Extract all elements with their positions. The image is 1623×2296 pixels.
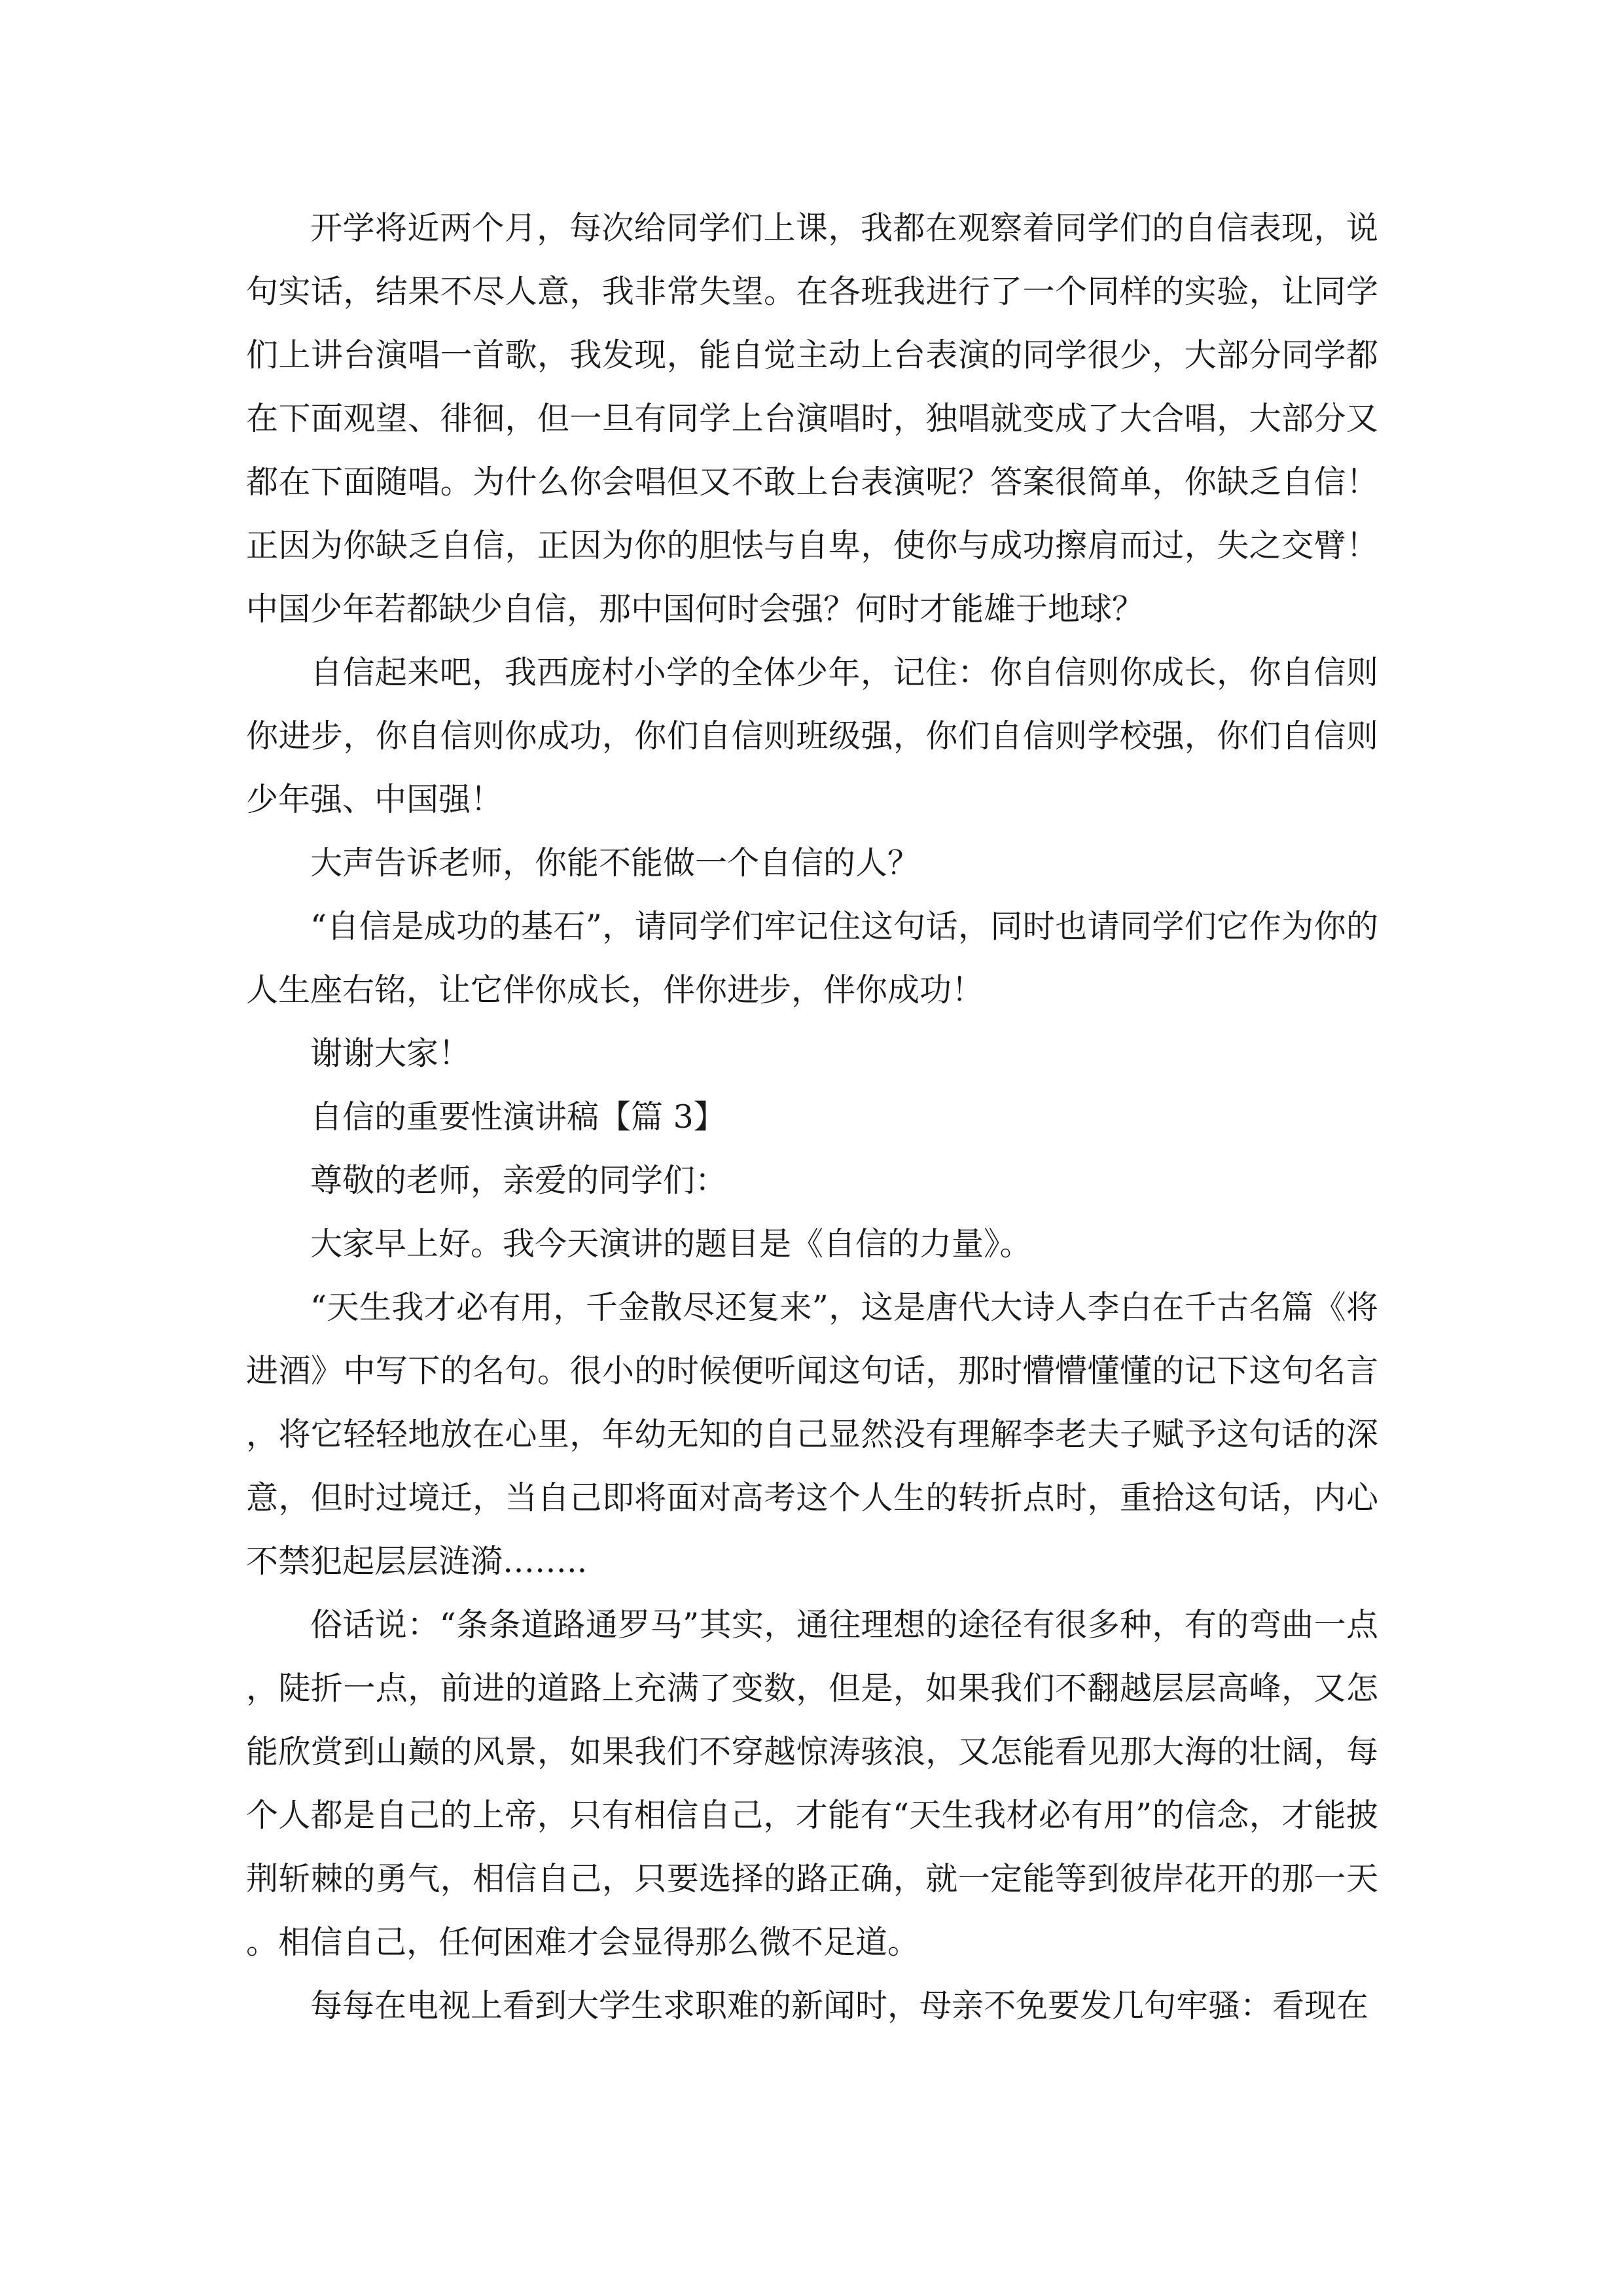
paragraph: “天生我才必有用，千金散尽还复来”，这是唐代大诗人李白在千古名篇《将进酒》中写下的名句。很小的时候便听闻这句话，那时懵懵懂懂的记下这句名言，将它轻轻地放在心里，年幼无知的自己显然没有理解李老夫子赋予这句话的深意，但时过境迁，当自己即将面对高考这个人生的转折点时，重拾这句话，内心不禁犯起层层涟漪…….. [246,1289,1378,1580]
paragraph: 每每在电视上看到大学生求职难的新闻时，母亲不免要发几句牢骚：看现在 [310,1987,1369,2024]
paragraph: 谢谢大家！ [310,1035,471,1072]
salutation: 尊敬的老师，亲爱的同学们： [310,1162,728,1199]
paragraph: 俗话说：“条条道路通罗马”其实，通往理想的途径有很多种，有的弯曲一点，陡折一点，前进的道路上充满了变数，但是，如果我们不翻越层层高峰，又怎能欣赏到山巅的风景，如果我们不穿越惊涛骇浪，又怎能看见那大海的壮阔，每个人都是自己的上帝，只有相信自己，才能有“天生我材必有用”的信念，才能披荆斩棘的勇气，相信自己，只要选择的路正确，就一定能等到彼岸花开的那一天。相信自己，任何困难才会显得那么微不足道。 [246,1606,1378,1961]
paragraph: 自信起来吧，我西庞村小学的全体少年，记住：你自信则你成长，你自信则你进步，你自信则你成功，你们自信则班级强，你们自信则学校强，你们自信则少年强、中国强！ [246,654,1378,818]
paragraph: 大家早上好。我今天演讲的题目是《自信的力量》。 [310,1225,1032,1263]
paragraph: “自信是成功的基石”，请同学们牢记住这句话，同时也请同学们它作为你的人生座右铭，让它伴你成长，伴你进步，伴你成功！ [246,908,1378,1009]
paragraph: 大声告诉老师，你能不能做一个自信的人？ [310,844,920,882]
paragraph: 开学将近两个月，每次给同学们上课，我都在观察着同学们的自信表现，说句实话，结果不尽人意，我非常失望。在各班我进行了一个同样的实验，让同学们上讲台演唱一首歌，我发现，能自觉主动上台表演的同学很少，大部分同学都在下面观望、徘徊，但一旦有同学上台演唱时，独唱就变成了大合唱，大部分又都在下面随唱。为什么你会唱但又不敢上台表演呢？答案很简单，你缺乏自信！正因为你缺乏自信，正因为你的胆怯与自卑，使你与成功擦肩而过，失之交臂！中国少年若都缺少自信，那中国何时会强？何时才能雄于地球？ [246,209,1378,628]
document-body [246,196,1378,2037]
section-heading: 自信的重要性演讲稿【篇 3】 [310,1098,726,1136]
